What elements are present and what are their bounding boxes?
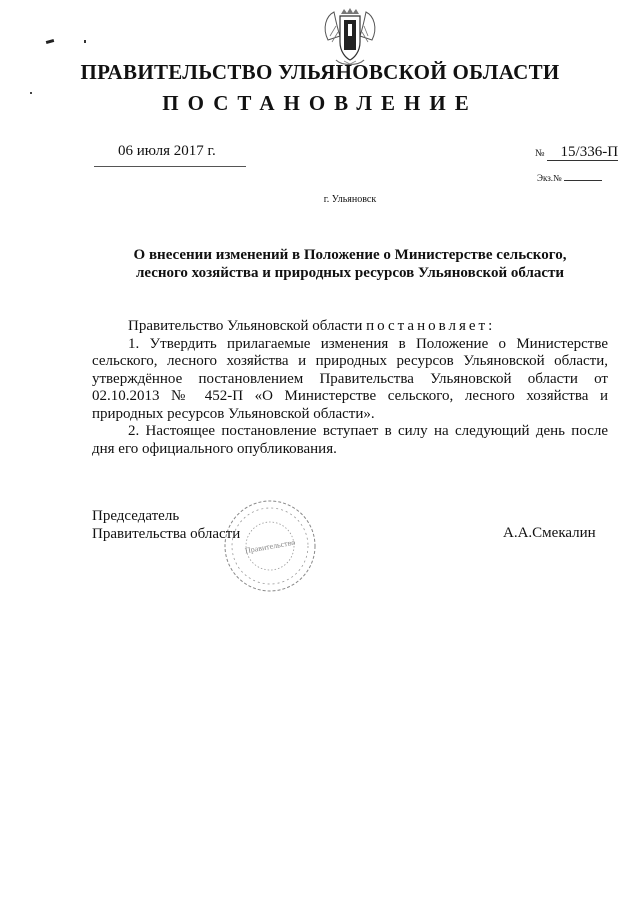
body-item-2: 2. Настоящее постановление вступает в силу на следующий день после дня его официального опубликования. <box>92 423 608 457</box>
subject-line: лесного хозяйства и природных ресурсов Ульяновской области <box>135 265 565 281</box>
document-subject <box>100 246 600 282</box>
document-date: 06 июля 2017 г. <box>118 143 216 159</box>
document-number <box>535 144 618 161</box>
seal-center-text: Правительство <box>244 537 296 556</box>
intro-verb: постановляет: <box>366 318 496 334</box>
number-sign: № <box>535 148 545 159</box>
body-intro <box>92 318 608 336</box>
document-type: ПОСТАНОВЛЕНИЕ <box>162 91 478 115</box>
number-value: 15/336-П <box>547 144 619 161</box>
government-title: ПРАВИТЕЛЬСТВО УЛЬЯНОВСКОЙ ОБЛАСТИ <box>80 60 560 84</box>
scan-speck <box>46 39 55 44</box>
date-underline <box>94 166 246 167</box>
document-body <box>92 318 608 458</box>
city: г. Ульяновск <box>323 194 377 205</box>
intro-text: Правительство Ульяновской области <box>128 318 367 334</box>
body-item-1: 1. Утвердить прилагаемые изменения в Положение о Министерстве сельского, лесного хозяйства и природных ресурсов Ульяновской области, утверждённое постановлением Правительства Ульяновской области от 02.10.2013 № 452-П «О Министерстве сельского, лесного хозяйства и природных ресурсов Ульяновской области». <box>92 335 608 422</box>
signer-title-line: Председатель <box>92 508 180 524</box>
copy-number-blank <box>564 180 602 181</box>
scan-speck <box>84 40 86 43</box>
signer-title-line: Правительства области <box>92 525 241 542</box>
copy-number-label: Экз.№ <box>537 173 562 183</box>
signer-title <box>92 508 240 543</box>
subject-line: О внесении изменений в Положение о Министерстве сельского, <box>133 247 567 263</box>
copy-number <box>537 173 602 183</box>
signer-name: А.А.Смекалин <box>503 525 596 541</box>
